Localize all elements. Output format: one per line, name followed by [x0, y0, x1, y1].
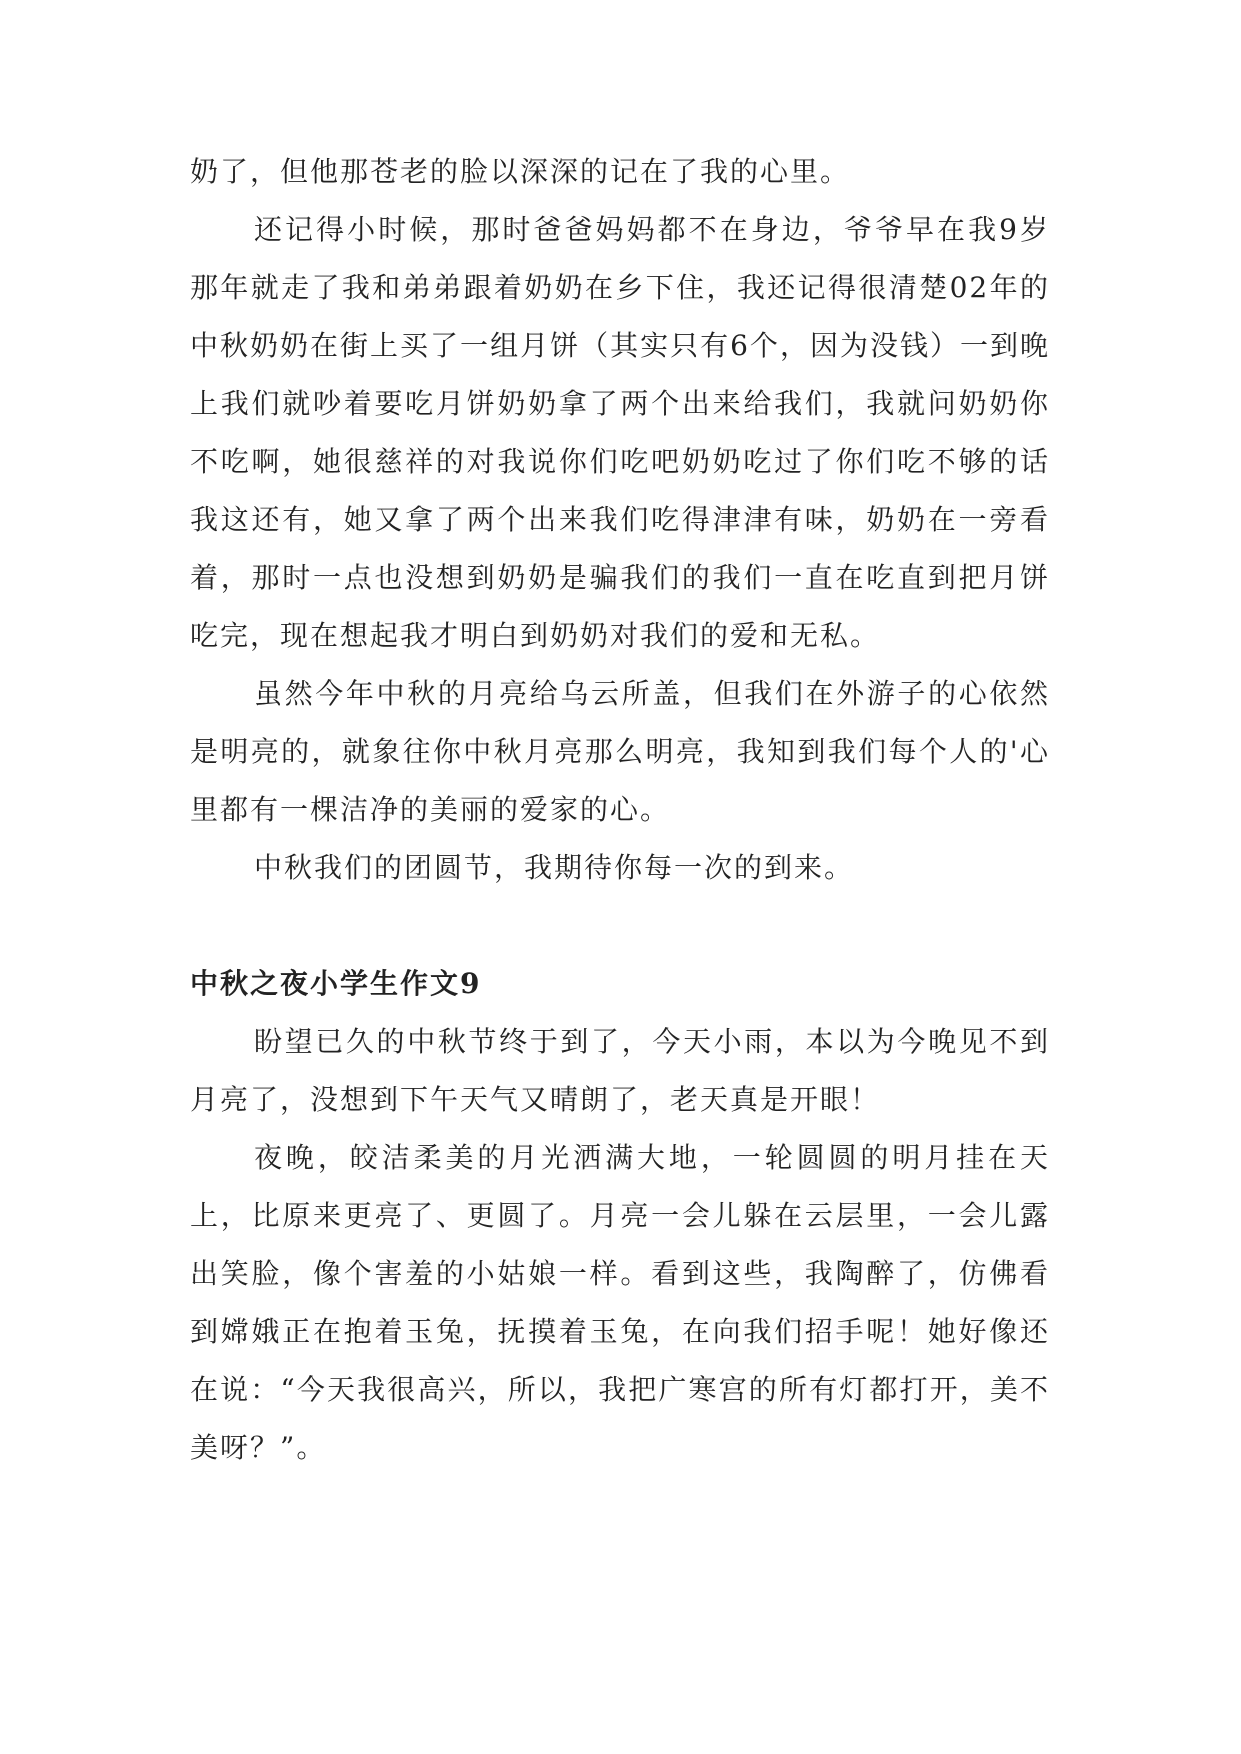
paragraph: 虽然今年中秋的月亮给乌云所盖，但我们在外游子的心依然是明亮的，就象往你中秋月亮那么明亮，我知到我们每个人的'心里都有一棵洁净的美丽的爱家的心。 [190, 677, 1050, 826]
paragraph: 还记得小时候，那时爸爸妈妈都不在身边，爷爷早在我9岁那年就走了我和弟弟跟着奶奶在乡下住，我还记得很清楚02年的中秋奶奶在街上买了一组月饼（其实只有6个，因为没钱）一到晚上我们就吵着要吃月饼奶奶拿了两个出来给我们，我就问奶奶你不吃啊，她很慈祥的对我说你们吃吧奶奶吃过了你们吃不够的话我这还有，她又拿了两个出来我们吃得津津有味，奶奶在一旁看着，那时一点也没想到奶奶是骗我们的我们一直在吃直到把月饼吃完，现在想起我才明白到奶奶对我们的爱和无私。 [190, 213, 1050, 652]
section-spacer [190, 897, 1050, 955]
paragraph: 奶了，但他那苍老的脸以深深的记在了我的心里。 [190, 155, 851, 188]
paragraph: 盼望已久的中秋节终于到了，今天小雨，本以为今晚见不到月亮了，没想到下午天气又晴朗了，老天真是开眼！ [190, 1025, 1050, 1116]
document-body [190, 143, 1050, 1477]
paragraph: 中秋我们的团圆节，我期待你每一次的到来。 [254, 851, 855, 884]
section-heading: 中秋之夜小学生作文9 [190, 967, 482, 1000]
paragraph: 夜晚，皎洁柔美的月光洒满大地，一轮圆圆的明月挂在天上，比原来更亮了、更圆了。月亮一会儿躲在云层里，一会儿露出笑脸，像个害羞的小姑娘一样。看到这些，我陶醉了，仿佛看到嫦娥正在抱着玉兔，抚摸着玉兔，在向我们招手呢！她好像还在说：“今天我很高兴，所以，我把广寒宫的所有灯都打开，美不美呀？”。 [190, 1141, 1050, 1464]
